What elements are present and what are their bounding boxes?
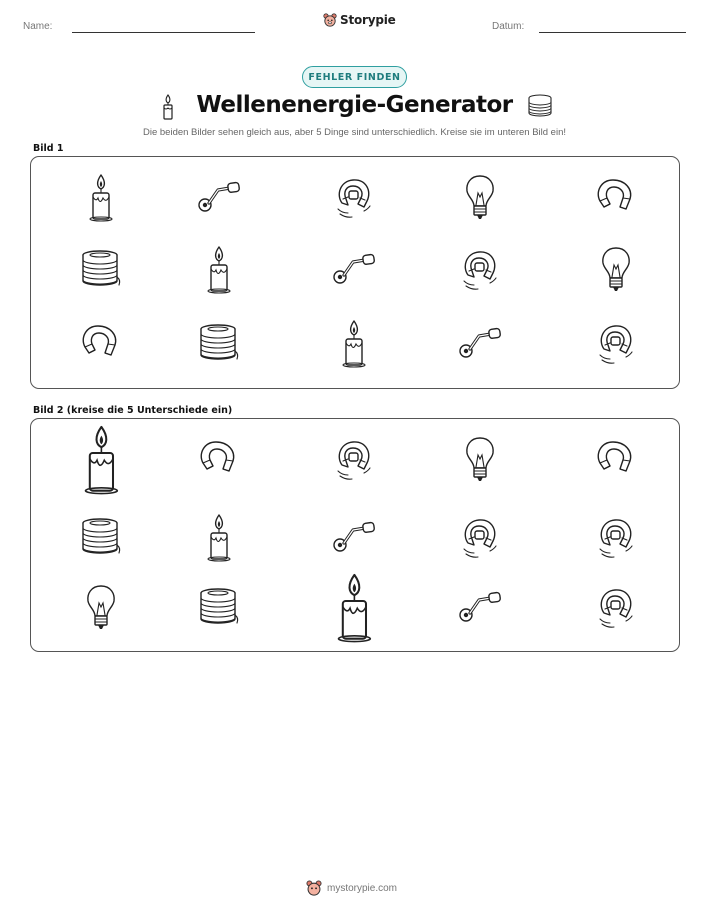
bulb-icon xyxy=(600,246,632,296)
picture1-cell-3-2[interactable] xyxy=(189,315,249,375)
magnet-wave-icon xyxy=(458,515,502,563)
magnet-wave-icon xyxy=(332,175,376,223)
footer xyxy=(306,880,397,896)
picture2-cell-1-5[interactable] xyxy=(586,431,646,491)
date-line[interactable] xyxy=(539,32,686,33)
picture2-cell-3-5[interactable] xyxy=(586,579,646,639)
magnet-wave-icon xyxy=(594,585,638,633)
crank-icon xyxy=(331,520,377,558)
brand-name: Storypie xyxy=(340,13,396,27)
picture2-cell-3-2[interactable] xyxy=(189,579,249,639)
magnet-wave-icon xyxy=(594,515,638,563)
page-title: Wellenenergie-Generator xyxy=(196,92,513,118)
picture2-cell-1-3[interactable] xyxy=(324,431,384,491)
candle-icon xyxy=(207,245,231,297)
picture1-cell-2-3[interactable] xyxy=(324,241,384,301)
brand-logo xyxy=(323,13,396,27)
date-label: Datum: xyxy=(492,21,525,32)
instructions: Die beiden Bilder sehen gleich aus, aber 5 Dinge sind unterschiedlich. Kreise sie im unteren Bild ein! xyxy=(143,127,566,138)
coil-icon xyxy=(198,323,240,367)
picture1-cell-3-4[interactable] xyxy=(450,315,510,375)
picture1-cell-2-2[interactable] xyxy=(189,241,249,301)
mascot-icon xyxy=(323,13,337,27)
picture2-cell-1-2[interactable] xyxy=(189,431,249,491)
candle-icon xyxy=(207,513,231,565)
candle-large-icon xyxy=(84,424,119,498)
coil-icon xyxy=(198,587,240,631)
magnet-wave-icon xyxy=(458,247,502,295)
picture1-cell-3-5[interactable] xyxy=(586,315,646,375)
picture1-cell-2-4[interactable] xyxy=(450,241,510,301)
mascot-icon xyxy=(306,880,322,896)
magnet-wave-icon xyxy=(594,321,638,369)
picture2-cell-3-1[interactable] xyxy=(71,579,131,639)
bulb-icon xyxy=(464,436,496,486)
picture1-cell-3-1[interactable] xyxy=(71,315,131,375)
picture2-panel[interactable] xyxy=(30,418,680,652)
magnet-icon xyxy=(596,177,636,221)
picture1-cell-1-1[interactable] xyxy=(71,169,131,229)
picture1-cell-2-1[interactable] xyxy=(71,241,131,301)
picture2-cell-3-4[interactable] xyxy=(450,579,510,639)
footer-url: mystorypie.com xyxy=(327,882,398,894)
picture1-cell-1-3[interactable] xyxy=(324,169,384,229)
magnet-wave-icon xyxy=(332,437,376,485)
picture2-cell-1-4[interactable] xyxy=(450,431,510,491)
crank-icon xyxy=(457,590,503,628)
picture1-cell-2-5[interactable] xyxy=(586,241,646,301)
coil-icon xyxy=(527,94,553,122)
crank-icon xyxy=(331,252,377,290)
magnet-icon xyxy=(81,323,121,367)
picture2-cell-2-2[interactable] xyxy=(189,509,249,569)
candle-icon xyxy=(342,319,366,371)
picture2-cell-2-5[interactable] xyxy=(586,509,646,569)
coil-icon xyxy=(80,517,122,561)
picture2-cell-3-3[interactable] xyxy=(314,569,394,649)
name-line[interactable] xyxy=(72,32,255,33)
candle-icon xyxy=(89,173,113,225)
picture1-cell-1-4[interactable] xyxy=(450,169,510,229)
picture2-cell-2-4[interactable] xyxy=(450,509,510,569)
crank-icon xyxy=(457,326,503,364)
coil-icon xyxy=(80,249,122,293)
candle-large-icon xyxy=(337,572,372,646)
crank-icon xyxy=(196,180,242,218)
picture2-cell-2-3[interactable] xyxy=(324,509,384,569)
picture1-cell-1-5[interactable] xyxy=(586,169,646,229)
picture2-cell-1-1[interactable] xyxy=(61,421,141,501)
picture2-label: Bild 2 (kreise die 5 Unterschiede ein) xyxy=(33,405,233,416)
bulb-icon xyxy=(85,584,117,634)
picture1-cell-1-2[interactable] xyxy=(189,169,249,229)
name-label: Name: xyxy=(23,21,53,32)
magnet-icon xyxy=(596,439,636,483)
picture1-label: Bild 1 xyxy=(33,143,64,154)
category-badge: FEHLER FINDEN xyxy=(302,66,407,88)
picture1-cell-3-3[interactable] xyxy=(324,315,384,375)
bulb-icon xyxy=(464,174,496,224)
magnet-icon xyxy=(199,439,239,483)
picture1-panel[interactable] xyxy=(30,156,680,389)
picture2-cell-2-1[interactable] xyxy=(71,509,131,569)
